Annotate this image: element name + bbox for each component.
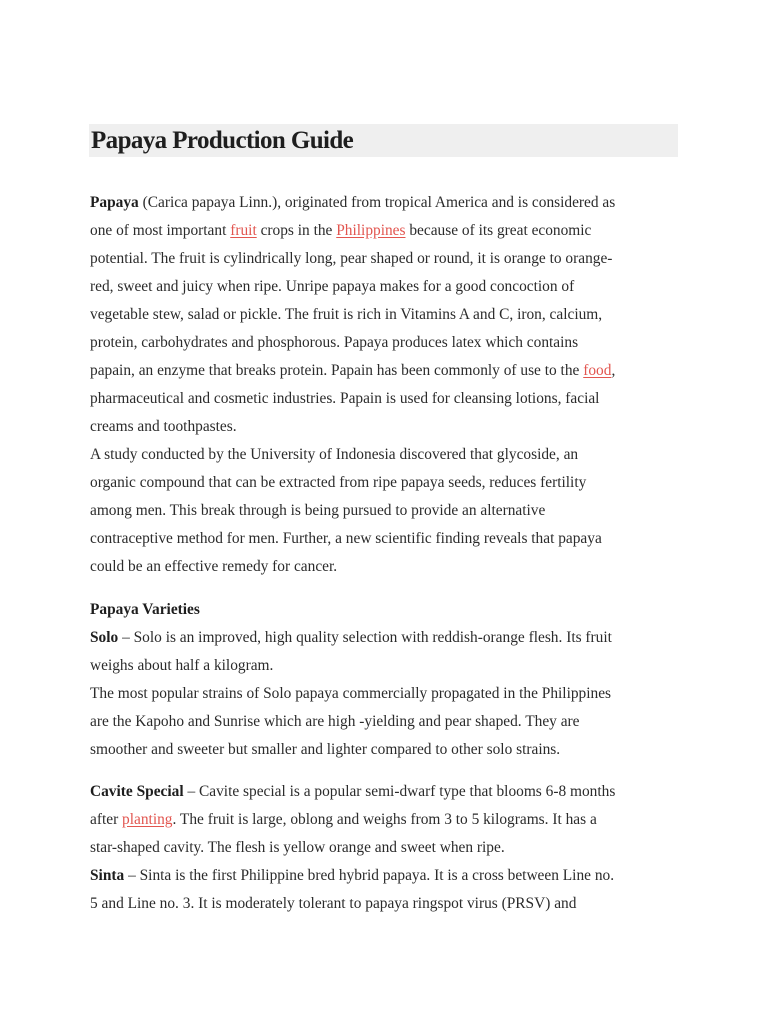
intro-text: , [611, 362, 616, 379]
sinta-name: Sinta [90, 867, 125, 884]
intro-text: papain, an enzyme that breaks protein. Papain has been commonly of use to the [90, 362, 584, 379]
intro-line: potential. The fruit is cylindrically long, pear shaped or round, it is orange to orange- [90, 250, 613, 267]
solo-text: – Solo is an improved, high quality selection with reddish-orange flesh. Its fruit [118, 629, 612, 646]
cavite-name: Cavite Special [90, 783, 184, 800]
study-line: organic compound that can be extracted from ripe papaya seeds, reduces fertility [90, 474, 587, 491]
fruit-link[interactable]: fruit [230, 222, 257, 239]
intro-text: crops in the [256, 222, 337, 239]
solo-line: weighs about half a kilogram. [90, 657, 274, 674]
page-title: Papaya Production Guide [91, 127, 354, 154]
study-line: could be an effective remedy for cancer. [90, 558, 338, 575]
solo-name: Solo [90, 629, 119, 646]
intro-text: (Carica papaya Linn.), originated from tropical America and is considered as [138, 194, 616, 211]
intro-line: vegetable stew, salad or pickle. The fruit is rich in Vitamins A and C, iron, calcium, [90, 306, 603, 323]
intro-line [90, 357, 680, 385]
cavite-line [90, 806, 680, 834]
philippines-link[interactable]: Philippines [336, 222, 406, 239]
cavite-line [90, 778, 680, 806]
intro-text: because of its great economic [405, 222, 592, 239]
article-body [90, 189, 680, 918]
planting-link[interactable]: planting [122, 811, 173, 828]
solo-line: smoother and sweeter but smaller and lighter compared to other solo strains. [90, 741, 561, 758]
solo-line: The most popular strains of Solo papaya commercially propagated in the Philippines [90, 685, 612, 702]
cavite-line: star-shaped cavity. The flesh is yellow orange and sweet when ripe. [90, 839, 505, 856]
intro-line: creams and toothpastes. [90, 418, 237, 435]
intro-line: protein, carbohydrates and phosphorous. Papaya produces latex which contains [90, 334, 579, 351]
study-line: A study conducted by the University of Indonesia discovered that glycoside, an [90, 446, 579, 463]
intro-line [90, 189, 680, 217]
intro-line: red, sweet and juicy when ripe. Unripe papaya makes for a good concoction of [90, 278, 575, 295]
study-line: among men. This break through is being pursued to provide an alternative [90, 502, 546, 519]
cavite-text: – Cavite special is a popular semi-dwarf type that blooms 6-8 months [183, 783, 616, 800]
varieties-heading-text: Papaya Varieties [90, 601, 200, 618]
varieties-heading [90, 596, 680, 624]
solo-line [90, 624, 680, 652]
intro-line: pharmaceutical and cosmetic industries. Papain is used for cleansing lotions, facial [90, 390, 600, 407]
sinta-line: 5 and Line no. 3. It is moderately tolerant to papaya ringspot virus (PRSV) and [90, 895, 577, 912]
solo-line: are the Kapoho and Sunrise which are high -yielding and pear shaped. They are [90, 713, 580, 730]
cavite-text: . The fruit is large, oblong and weighs from 3 to 5 kilograms. It has a [172, 811, 597, 828]
cavite-text: after [90, 811, 123, 828]
intro-line [90, 217, 680, 245]
intro-lead-bold: Papaya [90, 194, 139, 211]
intro-text: one of most important [90, 222, 231, 239]
food-link[interactable]: food [583, 362, 612, 379]
title-bar [89, 124, 678, 157]
study-line: contraceptive method for men. Further, a new scientific finding reveals that papaya [90, 530, 602, 547]
sinta-line [90, 862, 680, 890]
sinta-text: – Sinta is the first Philippine bred hybrid papaya. It is a cross between Line no. [124, 867, 615, 884]
